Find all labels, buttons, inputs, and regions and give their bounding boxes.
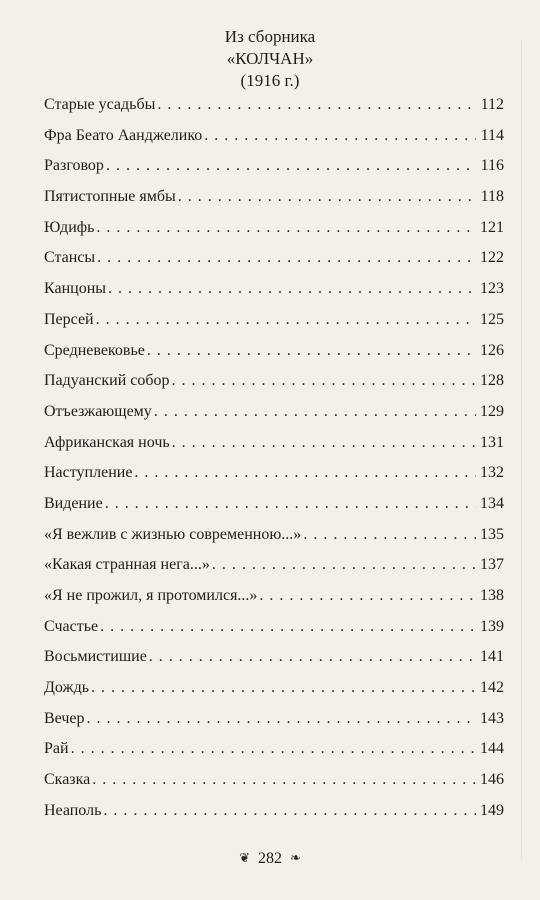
toc-entry[interactable] bbox=[44, 188, 504, 219]
dot-leader bbox=[92, 771, 476, 789]
toc-entry[interactable] bbox=[44, 495, 504, 526]
fleuron-icon: ❧ bbox=[290, 850, 301, 865]
toc-entry-page: 118 bbox=[480, 188, 504, 206]
toc-entry[interactable] bbox=[44, 127, 504, 158]
toc-entry-page: 135 bbox=[480, 525, 504, 543]
toc-entry-page: 125 bbox=[480, 310, 504, 328]
toc-entry-page: 131 bbox=[480, 433, 504, 451]
toc-entry-page: 141 bbox=[480, 648, 504, 666]
toc-entry[interactable] bbox=[44, 802, 504, 833]
toc-entry-page: 116 bbox=[480, 157, 504, 175]
toc-entry-title: Счастье bbox=[44, 617, 99, 635]
toc-entry[interactable] bbox=[44, 372, 504, 403]
collection-year: (1916 г.) bbox=[240, 71, 300, 90]
toc-entry-page: 112 bbox=[480, 96, 504, 113]
page-footer bbox=[0, 850, 540, 868]
dot-leader bbox=[103, 802, 476, 820]
toc-entry-title: Юдифь bbox=[44, 218, 95, 236]
dot-leader bbox=[100, 618, 476, 636]
dot-leader bbox=[105, 495, 476, 513]
toc-entry-title: Восьмистишие bbox=[44, 648, 147, 666]
dot-leader bbox=[149, 648, 476, 666]
dot-leader bbox=[96, 311, 476, 329]
dot-leader bbox=[106, 157, 476, 175]
toc-entry-page: 146 bbox=[480, 771, 504, 789]
toc-entry-page: 126 bbox=[480, 341, 504, 359]
toc-entry[interactable] bbox=[44, 556, 504, 587]
toc-entry[interactable] bbox=[44, 342, 504, 373]
toc-entry-page: 143 bbox=[480, 709, 504, 727]
page-number: 282 bbox=[258, 850, 282, 867]
toc-entry[interactable] bbox=[44, 587, 504, 618]
toc-entry[interactable] bbox=[44, 96, 504, 127]
dot-leader bbox=[212, 556, 476, 574]
toc-entry[interactable] bbox=[44, 740, 504, 771]
dot-leader bbox=[147, 342, 476, 360]
dot-leader bbox=[178, 188, 476, 206]
toc-entry-page: 134 bbox=[480, 494, 504, 512]
toc-entry-page: 137 bbox=[480, 556, 504, 574]
toc-entry[interactable] bbox=[44, 280, 504, 311]
toc-entry[interactable] bbox=[44, 710, 504, 741]
dot-leader bbox=[172, 372, 477, 390]
page-edge-shadow bbox=[521, 40, 522, 860]
dot-leader bbox=[172, 434, 476, 452]
toc-entry-page: 128 bbox=[480, 372, 504, 390]
toc-entry-page: 142 bbox=[480, 679, 504, 697]
collection-title: «КОЛЧАН» bbox=[226, 49, 314, 68]
dot-leader bbox=[134, 464, 476, 482]
table-of-contents bbox=[44, 96, 504, 833]
toc-entry-title: Рай bbox=[44, 740, 69, 758]
toc-entry-title: Канцоны bbox=[44, 280, 106, 298]
toc-entry[interactable] bbox=[44, 771, 504, 802]
toc-entry-page: 132 bbox=[480, 464, 504, 482]
toc-entry-page: 138 bbox=[480, 587, 504, 604]
dot-leader bbox=[154, 403, 476, 421]
dot-leader bbox=[87, 710, 476, 728]
toc-entry-title: Разговор bbox=[44, 157, 104, 175]
toc-entry-page: 121 bbox=[480, 218, 504, 236]
fleuron-icon: ❦ bbox=[239, 850, 250, 865]
toc-entry-page: 114 bbox=[480, 126, 504, 144]
dot-leader bbox=[303, 526, 476, 544]
toc-entry[interactable] bbox=[44, 648, 504, 679]
toc-entry-title: Фра Беато Аанджелико bbox=[44, 126, 203, 144]
toc-entry-page: 144 bbox=[480, 740, 504, 758]
toc-entry-title: Неаполь bbox=[44, 801, 102, 819]
dot-leader bbox=[91, 679, 476, 697]
toc-entry-title: Наступление bbox=[44, 464, 133, 482]
toc-entry-title: Старые усадьбы bbox=[44, 96, 156, 113]
toc-entry-title: Отъезжающему bbox=[44, 402, 152, 420]
toc-entry[interactable] bbox=[44, 464, 504, 495]
toc-entry[interactable] bbox=[44, 403, 504, 434]
dot-leader bbox=[71, 740, 476, 758]
toc-entry-title: «Я вежлив с жизнью современною...» bbox=[44, 525, 302, 543]
dot-leader bbox=[259, 587, 476, 605]
toc-entry-page: 122 bbox=[480, 249, 504, 267]
toc-entry-title: Видение bbox=[44, 494, 103, 512]
toc-entry[interactable] bbox=[44, 249, 504, 280]
dot-leader bbox=[108, 280, 476, 298]
toc-entry-title: Пятистопные ямбы bbox=[44, 188, 176, 206]
dot-leader bbox=[97, 249, 476, 267]
section-header-line-1: Из сборника bbox=[224, 27, 316, 46]
toc-entry[interactable] bbox=[44, 157, 504, 188]
toc-entry-title: Стансы bbox=[44, 249, 96, 267]
dot-leader bbox=[204, 127, 476, 145]
toc-entry-page: 149 bbox=[480, 801, 504, 819]
section-header bbox=[0, 26, 540, 92]
toc-entry-title: Средневековье bbox=[44, 341, 145, 359]
toc-entry[interactable] bbox=[44, 434, 504, 465]
toc-entry[interactable] bbox=[44, 526, 504, 557]
toc-entry-title: Дождь bbox=[44, 679, 90, 697]
toc-entry-page: 123 bbox=[480, 280, 504, 298]
toc-entry[interactable] bbox=[44, 618, 504, 649]
toc-entry-title: Африканская ночь bbox=[44, 433, 170, 451]
dot-leader bbox=[96, 219, 476, 237]
toc-entry-title: Персей bbox=[44, 310, 94, 328]
toc-entry[interactable] bbox=[44, 311, 504, 342]
toc-entry[interactable] bbox=[44, 219, 504, 250]
toc-entry-title: «Я не прожил, я протомился...» bbox=[44, 587, 258, 604]
dot-leader bbox=[157, 96, 476, 114]
toc-entry-page: 129 bbox=[480, 402, 504, 420]
toc-entry-title: Вечер bbox=[44, 709, 85, 727]
toc-entry-title: Сказка bbox=[44, 771, 91, 789]
toc-entry-title: «Какая странная нега...» bbox=[44, 556, 210, 574]
toc-entry-page: 139 bbox=[480, 617, 504, 635]
toc-entry-title: Падуанский собор bbox=[44, 372, 170, 390]
toc-entry[interactable] bbox=[44, 679, 504, 710]
